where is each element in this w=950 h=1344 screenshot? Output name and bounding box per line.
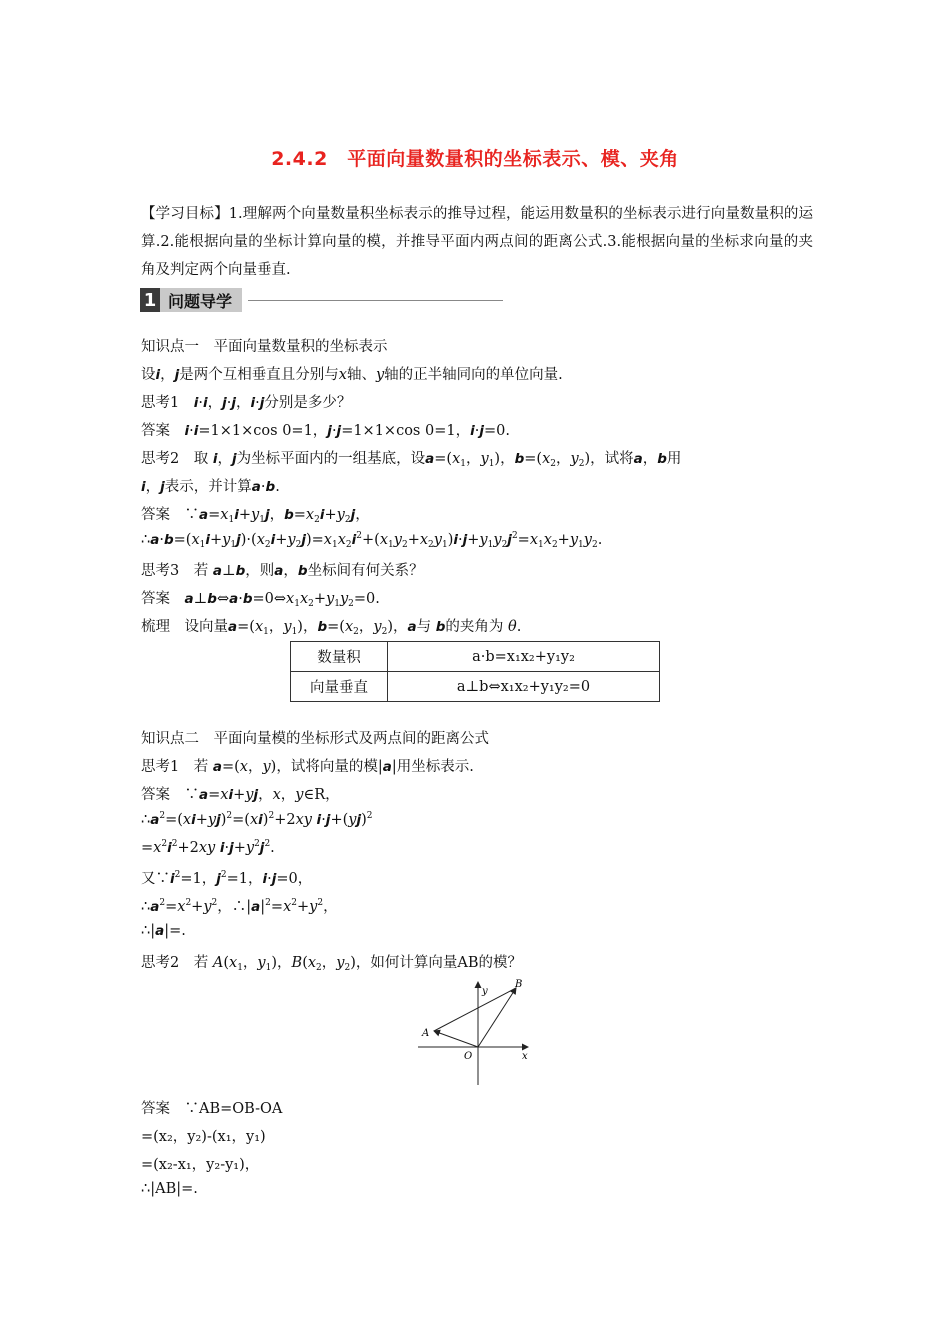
table-cell: 数量积 <box>291 642 388 672</box>
table-cell: a⊥b⇔x₁x₂+y₁y₂=0 <box>388 672 660 702</box>
goals-label: 【学习目标】 <box>141 206 229 222</box>
point-a-label: A <box>422 1028 430 1039</box>
kp1-answer2-l1: 答案 $\because a=x_1i+y_1j$，$b=x_2i+y_2j$， <box>141 507 370 525</box>
section-number: 1 <box>140 288 160 312</box>
section-title: 问题导学 <box>160 288 242 312</box>
kp1-think2: 思考2 取 i，j为坐标平面内的一组基底，设$a=(x_1$，$y_1$)，$b=(x_2$，$y_2$)，试将a，b用 <box>141 451 682 469</box>
kp2-answer2-l3: =(x₂-x₁，y₂-y₁)， <box>141 1157 260 1173</box>
kp1-answer1: 答案 i·i=1×1×cos 0=1，j·j=1×1×cos 0=1，i·j=0. <box>141 423 510 439</box>
kp1-summary: 梳理 设向量$a=(x_1$，$y_1$)，$b=(x_2$，$y_2$)，a与 b的夹角为 θ. <box>141 619 522 637</box>
kp2-heading: 知识点二 平面向量模的坐标形式及两点间的距离公式 <box>141 731 489 747</box>
kp2-think2: 思考2 若 $A(x_1$，$y_1$)，$B(x_2$，$y_2$)，如何计算向量AB的模？ <box>141 955 523 973</box>
kp2-answer2-l2: =(x₂，y₂)-(x₁，y₁) <box>141 1129 266 1145</box>
vector-diagram <box>414 972 539 1090</box>
table-cell: a·b=x₁x₂+y₁y₂ <box>388 642 660 672</box>
kp2-answer1-l4: 又$\because i^2=1$，$j^2=1$，i·j=0， <box>141 870 313 887</box>
kp2-think1: 思考1 若 a=(x，y)，试将向量的模|a|用坐标表示. <box>141 759 474 775</box>
table-row <box>291 672 660 702</box>
x-label: x <box>522 1051 528 1062</box>
kp2-answer1-l2: $\therefore a^2=(xi+yj)^2=(xi)^2+2xy$ i·j+(yj)$^2$ <box>141 811 373 828</box>
kp2-answer1-l6: ∴|a|=. <box>141 923 186 939</box>
kp1-think2-cont: i，j表示，并计算a·b. <box>141 479 280 495</box>
origin-label: O <box>464 1051 473 1062</box>
kp2-answer2-l4: ∴|AB|=. <box>141 1181 198 1197</box>
kp2-answer1-l5: $\therefore a^2=x^2+y^2$，$\therefore|a|^2=x^2+y^2$， <box>141 898 338 915</box>
vector-oa <box>434 1031 478 1047</box>
table-cell: 向量垂直 <box>291 672 388 702</box>
segment-ab <box>434 988 516 1031</box>
section-rule <box>248 300 503 301</box>
summary-table <box>290 641 660 702</box>
y-label: y <box>482 986 488 997</box>
goals-text: 1.理解两个向量数量积坐标表示的推导过程，能运用数量积的坐标表示进行向量数量积的运算.2.能根据向量的坐标计算向量的模，并推导平面内两点间的距离公式.3.能根据向量的坐标求向量的夹角及判定两个向量垂直. <box>141 206 813 278</box>
kp1-answer3: 答案 $a\perp b\Leftrightarrow a\cdot b=0\Leftrightarrow x_1x_2+y_1y_2=0$. <box>141 591 380 609</box>
kp2-answer2-l1: 答案 ∵AB=OB-OA <box>141 1101 283 1117</box>
kp1-heading: 知识点一 平面向量数量积的坐标表示 <box>141 339 388 355</box>
kp1-think1: 思考1 i·i，j·j，i·j分别是多少？ <box>141 395 352 411</box>
kp2-answer1-l1: 答案 ∵a=xi+yj，x，y∈R， <box>141 787 340 803</box>
point-b-label: B <box>515 979 523 990</box>
kp2-answer1-l3: $=x^2i^2+2xy$ $i\cdot j+y^2j^2$. <box>141 839 275 856</box>
page-title: 2.4.2 平面向量数量积的坐标表示、模、夹角 <box>271 148 679 170</box>
section-header <box>140 288 503 312</box>
table-row <box>291 642 660 672</box>
kp1-answer2-l2: $\therefore a\cdot b=(x_1i+y_1j)\cdot(x_2i+y_2j)=x_1x_2i^2+(x_1y_2+x_2y_1)i\cdot j+y_1y_2j^2=x_1x_2+y_1y_2$. <box>141 531 603 550</box>
kp1-intro: 设i，j是两个互相垂直且分别与x轴、y轴的正半轴同向的单位向量. <box>141 367 563 383</box>
kp1-think3: 思考3 若 a⊥b，则a，b坐标间有何关系？ <box>141 563 424 579</box>
learning-goals <box>141 200 813 284</box>
